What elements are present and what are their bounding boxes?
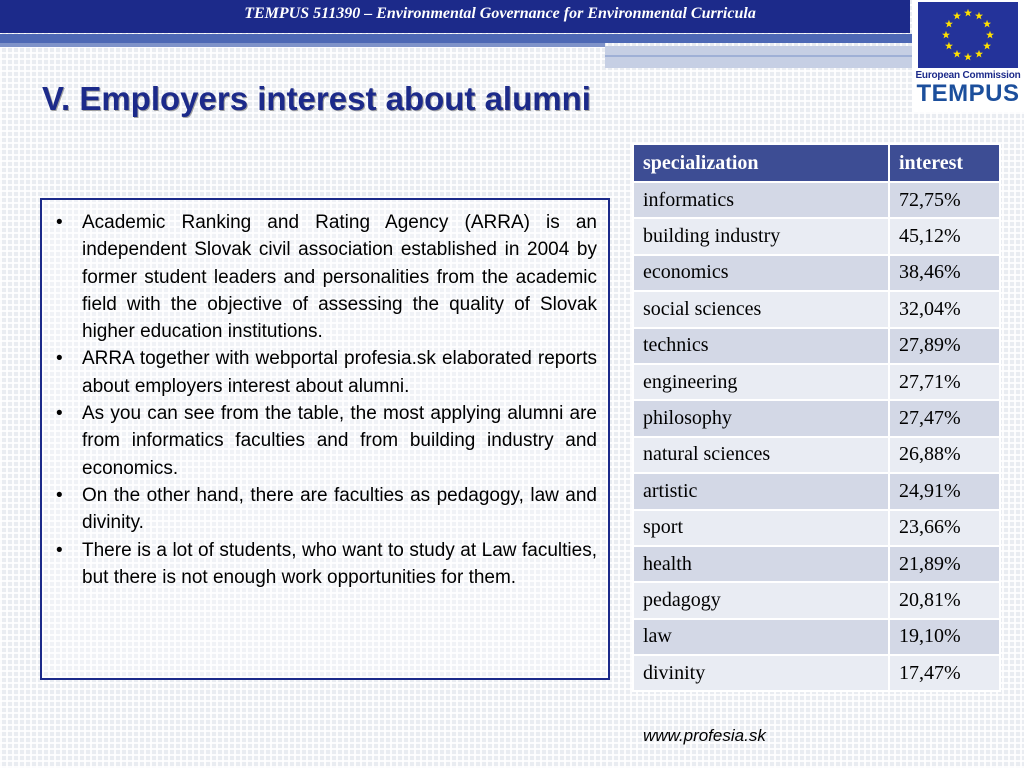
interest-cell: 20,81%	[889, 582, 1000, 618]
bullet-text-box	[40, 198, 610, 680]
interest-cell: 32,04%	[889, 291, 1000, 327]
interest-cell: 27,71%	[889, 364, 1000, 400]
header-stripe	[0, 34, 912, 43]
eu-star-icon	[945, 42, 953, 50]
bullet-text: As you can see from the table, the most applying alumni are from informatics faculties and from building industry and economics.	[82, 403, 597, 479]
eu-star-icon	[942, 31, 950, 39]
specialization-cell: divinity	[633, 655, 889, 691]
specialization-cell: philosophy	[633, 400, 889, 436]
eu-flag-icon	[918, 2, 1018, 68]
specialization-cell: pedagogy	[633, 582, 889, 618]
interest-cell: 24,91%	[889, 473, 1000, 509]
specialization-cell: artistic	[633, 473, 889, 509]
bullet-list	[42, 200, 608, 591]
column-header-interest: interest	[889, 144, 1000, 182]
table-header-row	[633, 144, 1000, 182]
interest-table-container	[632, 143, 1001, 692]
interest-cell: 23,66%	[889, 510, 1000, 546]
table-row	[633, 546, 1000, 582]
table-row	[633, 328, 1000, 364]
bullet-dot-icon: •	[56, 539, 63, 561]
interest-cell: 17,47%	[889, 655, 1000, 691]
eu-star-icon	[945, 20, 953, 28]
bullet-dot-icon: •	[56, 212, 63, 233]
bullet-text: On the other hand, there are faculties as pedagogy, law and divinity.	[82, 484, 597, 534]
specialization-cell: natural sciences	[633, 437, 889, 473]
bullet-text: There is a lot of students, who want to study at Law faculties, but there is not enough work opportunities for them.	[82, 539, 597, 588]
eu-star-icon	[953, 12, 961, 20]
specialization-cell: technics	[633, 328, 889, 364]
table-row	[633, 582, 1000, 618]
specialization-cell: building industry	[633, 218, 889, 254]
specialization-cell: law	[633, 619, 889, 655]
interest-cell: 26,88%	[889, 437, 1000, 473]
bullet-dot-icon: •	[56, 403, 63, 425]
bullet-item	[56, 537, 597, 592]
bullet-dot-icon: •	[56, 348, 63, 370]
table-row	[633, 218, 1000, 254]
table-row	[633, 619, 1000, 655]
table-row	[633, 364, 1000, 400]
interest-cell: 19,10%	[889, 619, 1000, 655]
interest-cell: 45,12%	[889, 218, 1000, 254]
specialization-cell: social sciences	[633, 291, 889, 327]
table-row	[633, 182, 1000, 218]
specialization-cell: health	[633, 546, 889, 582]
table-row	[633, 510, 1000, 546]
eu-star-icon	[975, 12, 983, 20]
specialization-cell: informatics	[633, 182, 889, 218]
header-title: TEMPUS 511390 – Environmental Governance for Environmental Curricula	[244, 5, 756, 22]
table-row	[633, 655, 1000, 691]
eu-star-icon	[983, 42, 991, 50]
source-link-text: www.profesia.sk	[643, 726, 766, 745]
table-row	[633, 400, 1000, 436]
eu-star-icon	[953, 50, 961, 58]
tempus-logo-text: TEMPUS	[916, 80, 1020, 107]
bullet-text: Academic Ranking and Rating Agency (ARRA) is an independent Slovak civil association established in 2004 by former student leaders and personalities from the academic field with the objective of assessing the quality of Slovak higher education institutions.	[82, 212, 597, 343]
interest-cell: 72,75%	[889, 182, 1000, 218]
column-header-specialization: specialization	[633, 144, 889, 182]
interest-table	[632, 143, 1001, 692]
bullet-dot-icon: •	[56, 484, 63, 506]
eu-star-icon	[983, 20, 991, 28]
interest-cell: 27,89%	[889, 328, 1000, 364]
specialization-cell: economics	[633, 255, 889, 291]
eu-star-icon	[986, 31, 994, 39]
bullet-item	[56, 345, 597, 400]
table-row	[633, 255, 1000, 291]
interest-cell: 21,89%	[889, 546, 1000, 582]
bullet-item	[56, 209, 597, 345]
header-stripe-thin	[0, 43, 605, 47]
eu-star-icon	[964, 53, 972, 61]
eu-star-icon	[975, 50, 983, 58]
header-stripe-light	[605, 46, 912, 68]
interest-cell: 38,46%	[889, 255, 1000, 291]
eu-star-icon	[964, 9, 972, 17]
table-body	[633, 182, 1000, 691]
interest-cell: 27,47%	[889, 400, 1000, 436]
specialization-cell: engineering	[633, 364, 889, 400]
bullet-text: ARRA together with webportal profesia.sk elaborated reports about employers interest about alumni.	[82, 348, 597, 397]
european-commission-label: European Commission	[915, 70, 1021, 81]
table-row	[633, 437, 1000, 473]
table-row	[633, 473, 1000, 509]
table-row	[633, 291, 1000, 327]
specialization-cell: sport	[633, 510, 889, 546]
bullet-item	[56, 482, 597, 537]
slide-title: V. Employers interest about alumni	[42, 80, 591, 117]
bullet-item	[56, 400, 597, 482]
